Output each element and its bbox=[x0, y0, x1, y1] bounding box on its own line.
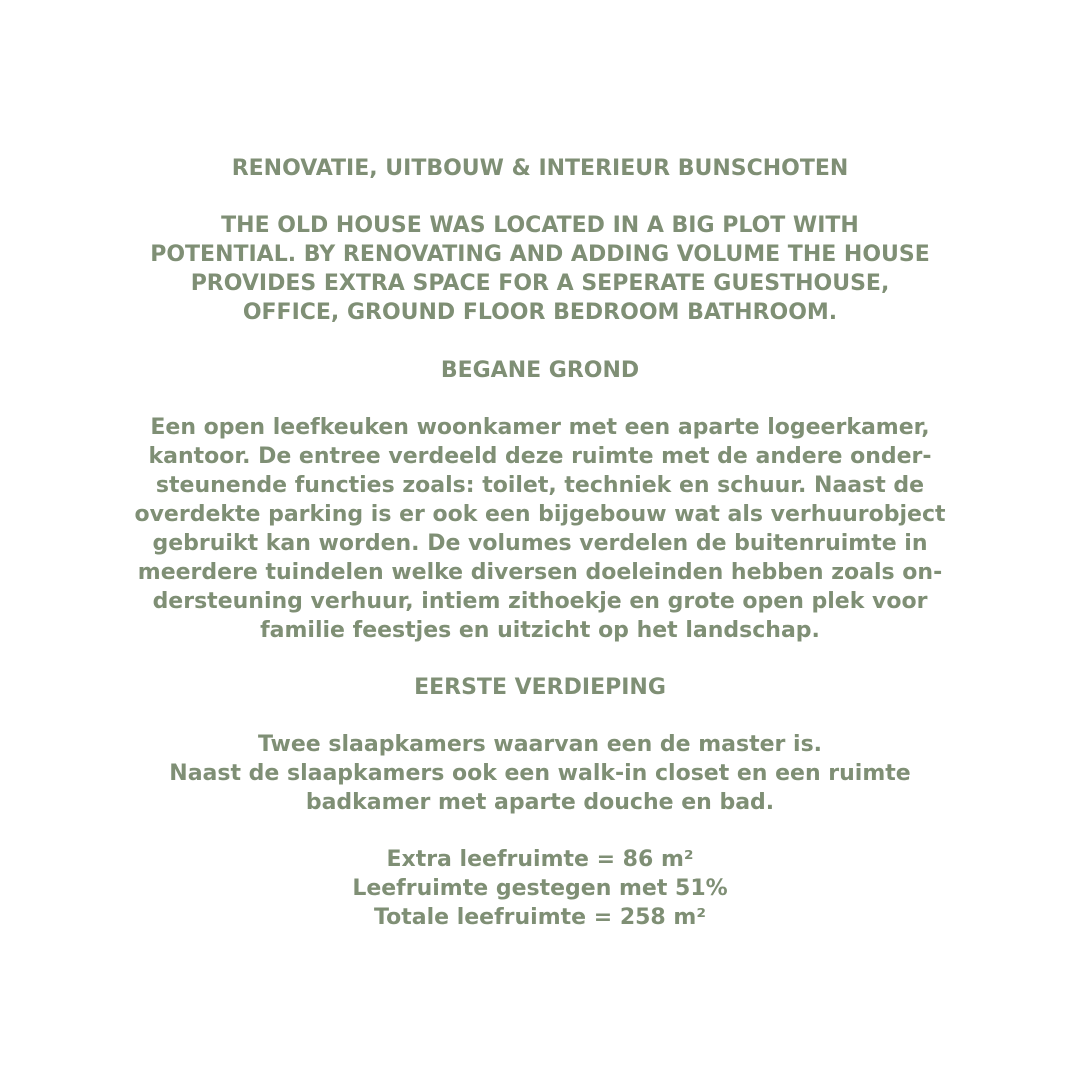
ground-floor-line: kantoor. De entree verdeeld deze ruimte met de andere onder- bbox=[148, 444, 932, 469]
first-floor-line: badkamer met aparte douche en bad. bbox=[305, 790, 775, 815]
stat-line-increase: Leefruimte gestegen met 51% bbox=[352, 876, 728, 901]
stat-line-extra-space: Extra leefruimte = 86 m² bbox=[386, 847, 694, 872]
project-title bbox=[90, 154, 990, 183]
project-title-text: RENOVATIE, UITBOUW & INTERIEUR BUNSCHOTEN bbox=[231, 156, 849, 181]
ground-floor-line: overdekte parking is er ook een bijgebouw wat als verhuurobject bbox=[134, 502, 946, 527]
ground-floor-line: familie feestjes en uitzicht op het landschap. bbox=[260, 618, 820, 643]
intro-line: OFFICE, GROUND FLOOR BEDROOM BATHROOM. bbox=[242, 300, 838, 325]
first-floor-description bbox=[90, 730, 990, 817]
ground-floor-heading bbox=[90, 356, 990, 385]
ground-floor-line: steunende functies zoals: toilet, techniek en schuur. Naast de bbox=[155, 473, 925, 498]
ground-floor-description bbox=[90, 413, 990, 645]
ground-floor-line: dersteuning verhuur, intiem zithoekje en grote open plek voor bbox=[152, 589, 928, 614]
intro-line: THE OLD HOUSE WAS LOCATED IN A BIG PLOT WITH bbox=[221, 213, 859, 238]
first-floor-heading bbox=[90, 673, 990, 702]
intro-line: POTENTIAL. BY RENOVATING AND ADDING VOLUME THE HOUSE bbox=[150, 242, 930, 267]
intro-paragraph bbox=[90, 211, 990, 327]
ground-floor-line: Een open leefkeuken woonkamer met een aparte logeerkamer, bbox=[150, 415, 930, 440]
first-floor-heading-text: EERSTE VERDIEPING bbox=[414, 675, 666, 700]
ground-floor-line: gebruikt kan worden. De volumes verdelen de buitenruimte in bbox=[152, 531, 928, 556]
stat-line-total-space: Totale leefruimte = 258 m² bbox=[374, 905, 706, 930]
ground-floor-heading-text: BEGANE GROND bbox=[440, 358, 640, 383]
living-space-stats bbox=[90, 845, 990, 932]
first-floor-line: Twee slaapkamers waarvan een de master is. bbox=[257, 732, 823, 757]
ground-floor-line: meerdere tuindelen welke diversen doeleinden hebben zoals on- bbox=[137, 560, 943, 585]
intro-line: PROVIDES EXTRA SPACE FOR A SEPERATE GUESTHOUSE, bbox=[190, 271, 890, 296]
first-floor-line: Naast de slaapkamers ook een walk-in closet en een ruimte bbox=[169, 761, 911, 786]
